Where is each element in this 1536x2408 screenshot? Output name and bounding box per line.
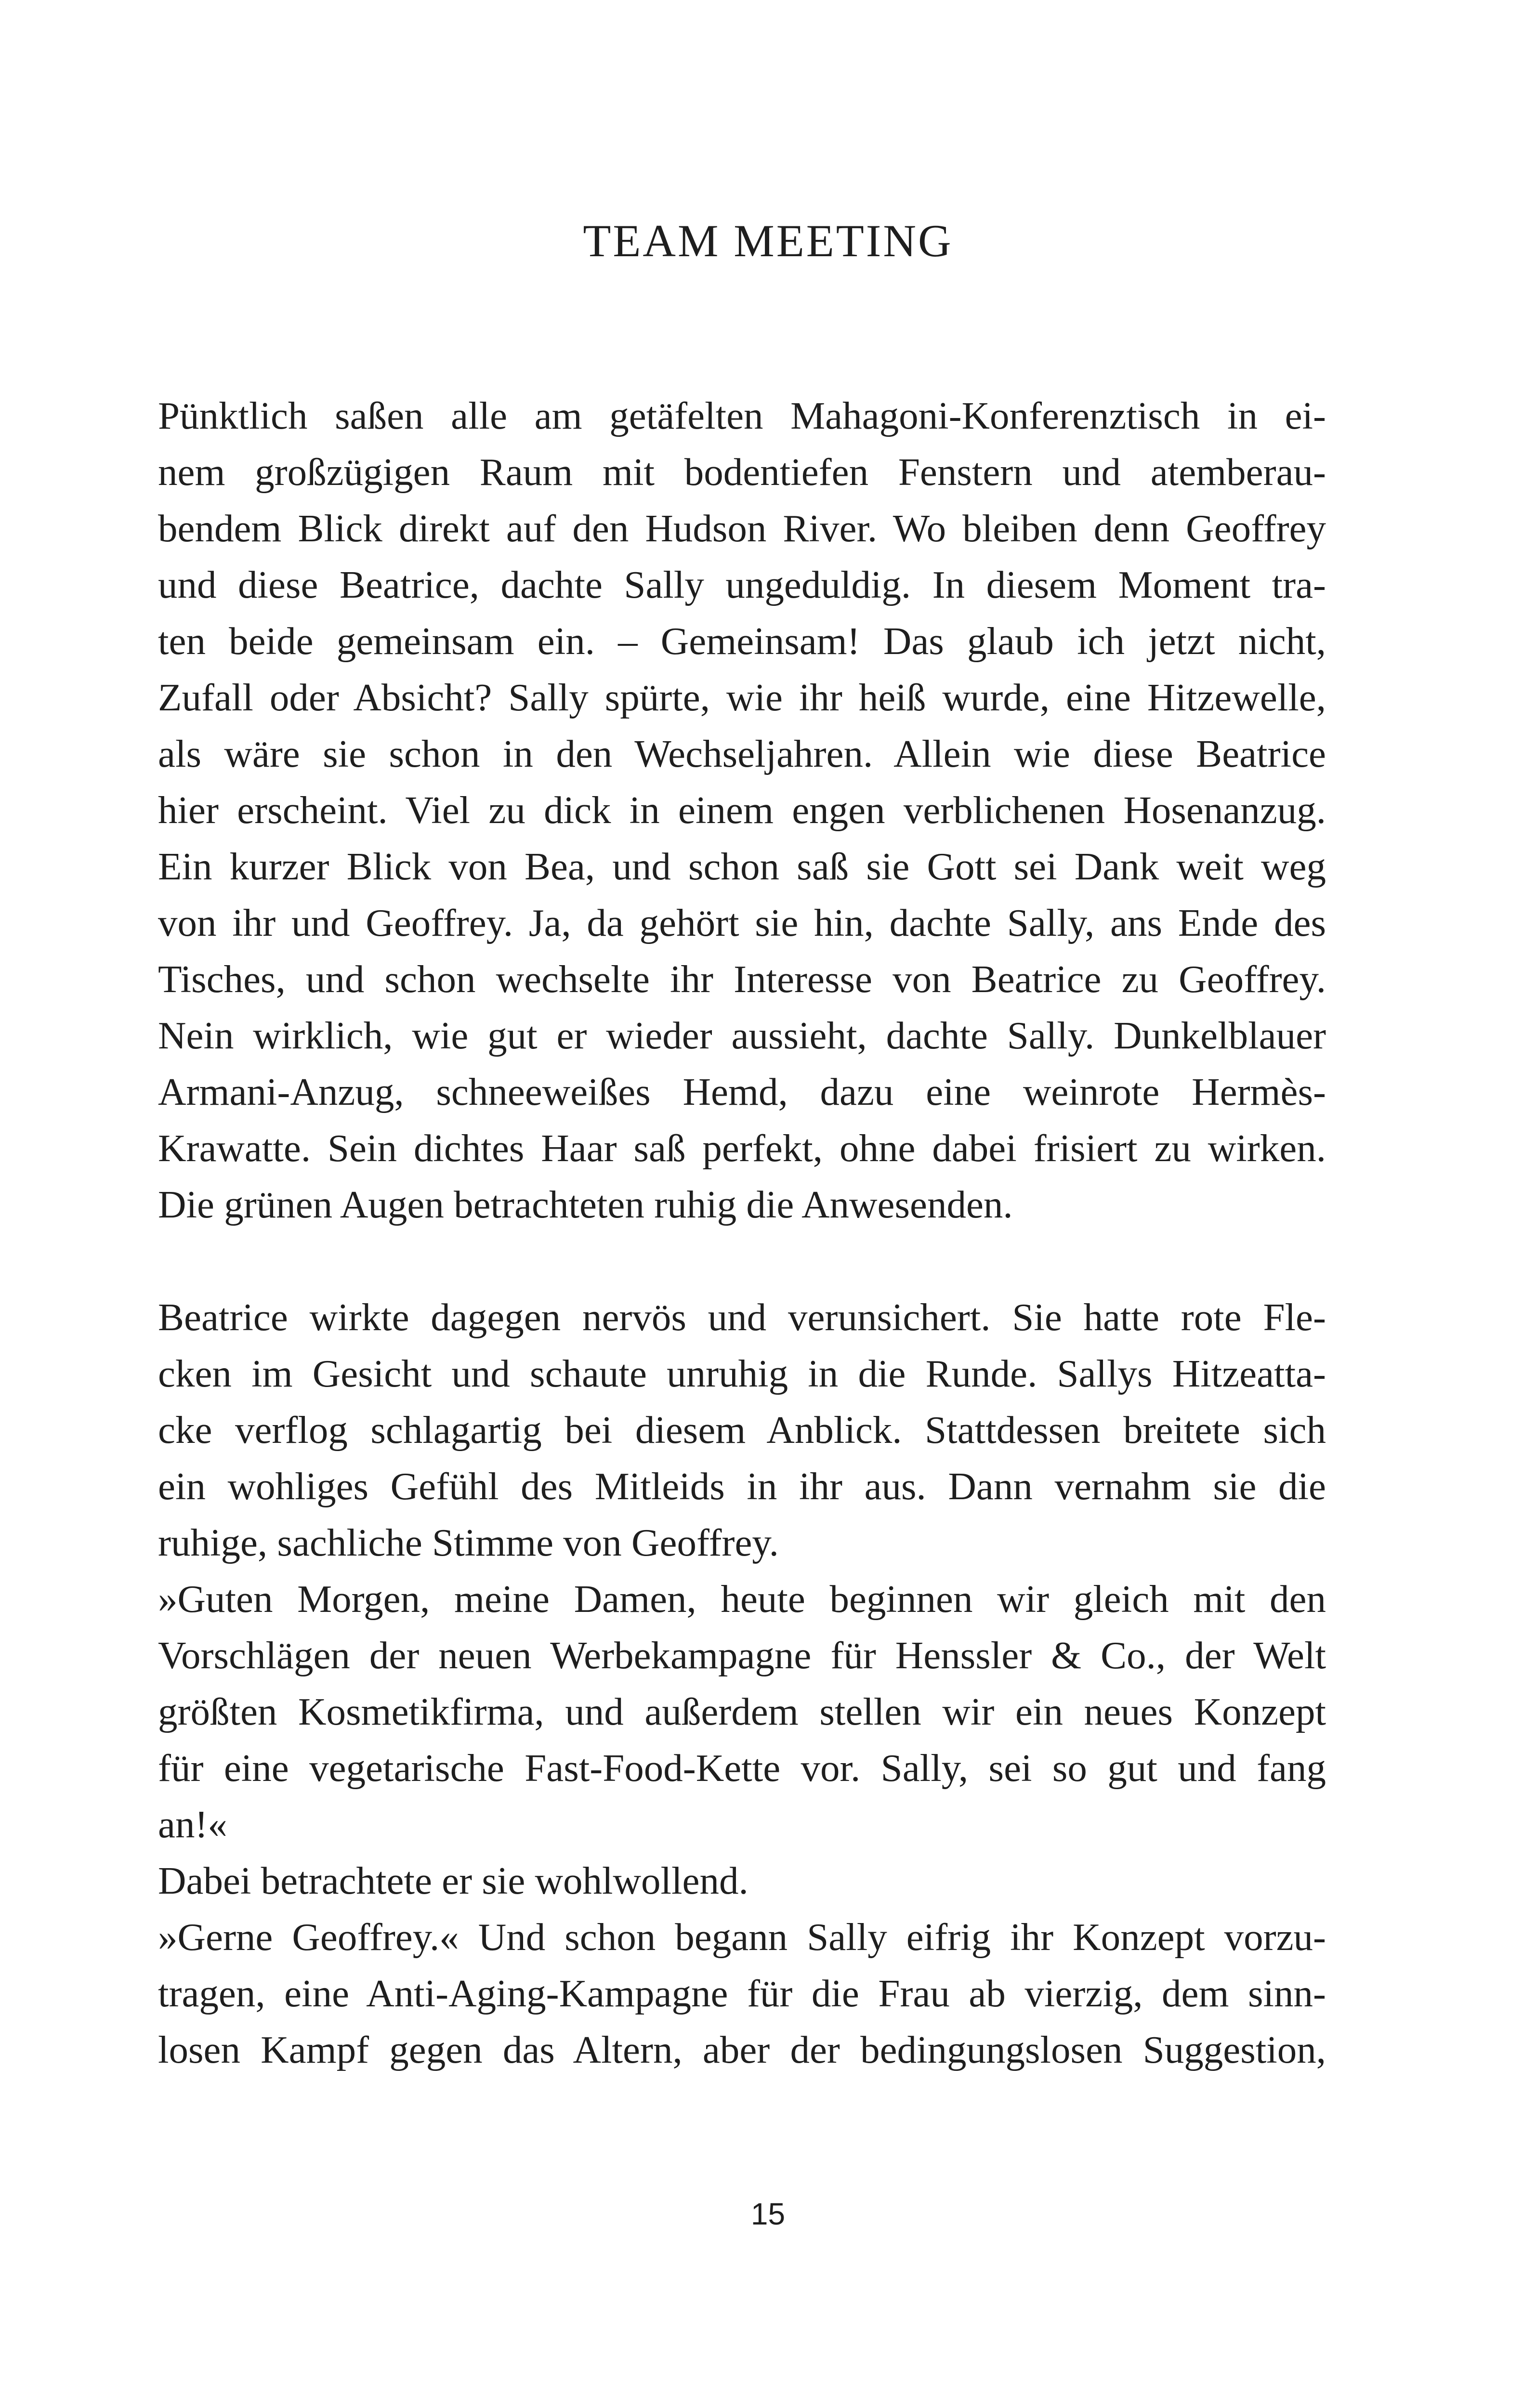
text-line: losen Kampf gegen das Altern, aber der bedingungslosen Suggestion, [158, 2028, 1326, 2071]
text-line: Dabei betrachtete er sie wohlwollend. [158, 1859, 748, 1902]
chapter-title: TEAM MEETING [583, 215, 953, 266]
text-line: Tisches, und schon wechselte ihr Interesse von Beatrice zu Geoffrey. [158, 957, 1326, 1001]
text-line: Zufall oder Absicht? Sally spürte, wie ihr heiß wurde, eine Hitzewelle, [158, 676, 1326, 719]
text-line: bendem Blick direkt auf den Hudson River. Wo bleiben denn Geoffrey [158, 507, 1326, 550]
text-line: cke verflog schlagartig bei diesem Anblick. Stattdessen breitete sich [158, 1408, 1326, 1452]
text-line: Armani-Anzug, schneeweißes Hemd, dazu eine weinrote Hermès- [158, 1070, 1326, 1113]
text-line: Krawatte. Sein dichtes Haar saß perfekt, ohne dabei frisiert zu wirken. [158, 1126, 1326, 1170]
text-line: Nein wirklich, wie gut er wieder aussieht, dachte Sally. Dunkelblauer [158, 1014, 1326, 1057]
text-line: von ihr und Geoffrey. Ja, da gehört sie hin, dachte Sally, ans Ende des [158, 901, 1326, 944]
text-line: an!« [158, 1803, 227, 1846]
text-line: als wäre sie schon in den Wechseljahren. Allein wie diese Beatrice [158, 732, 1326, 775]
text-line: ten beide gemeinsam ein. – Gemeinsam! Das glaub ich jetzt nicht, [158, 619, 1326, 663]
text-line: hier erscheint. Viel zu dick in einem engen verblichenen Hosenanzug. [158, 788, 1326, 832]
text-line: Ein kurzer Blick von Bea, und schon saß sie Gott sei Dank weit weg [158, 845, 1326, 888]
text-line: »Guten Morgen, meine Damen, heute beginnen wir gleich mit den [158, 1577, 1326, 1621]
text-line: ruhige, sachliche Stimme von Geoffrey. [158, 1521, 779, 1564]
body-text [158, 388, 1326, 2078]
text-line: cken im Gesicht und schaute unruhig in die Runde. Sallys Hitzeatta- [158, 1352, 1326, 1395]
text-line: tragen, eine Anti-Aging-Kampagne für die Frau ab vierzig, dem sinn- [158, 1972, 1326, 2015]
page-number: 15 [750, 2197, 786, 2231]
text-line: und diese Beatrice, dachte Sally ungeduldig. In diesem Moment tra- [158, 563, 1326, 606]
text-line: Beatrice wirkte dagegen nervös und verunsichert. Sie hatte rote Fle- [158, 1296, 1326, 1339]
text-line: ein wohliges Gefühl des Mitleids in ihr aus. Dann vernahm sie die [158, 1465, 1326, 1508]
paragraph-break [158, 1233, 1326, 1289]
text-line: »Gerne Geoffrey.« Und schon begann Sally eifrig ihr Konzept vorzu- [158, 1915, 1326, 1959]
text-line: nem großzügigen Raum mit bodentiefen Fenstern und atemberau- [158, 450, 1326, 494]
text-line: Pünktlich saßen alle am getäfelten Mahagoni-Konferenztisch in ei- [158, 394, 1326, 437]
text-line: größten Kosmetikfirma, und außerdem stellen wir ein neues Konzept [158, 1690, 1326, 1733]
text-line: Vorschlägen der neuen Werbekampagne für Henssler & Co., der Welt [158, 1634, 1326, 1677]
text-line: Die grünen Augen betrachteten ruhig die Anwesenden. [158, 1183, 1013, 1226]
text-line: für eine vegetarische Fast-Food-Kette vor. Sally, sei so gut und fang [158, 1746, 1326, 1790]
